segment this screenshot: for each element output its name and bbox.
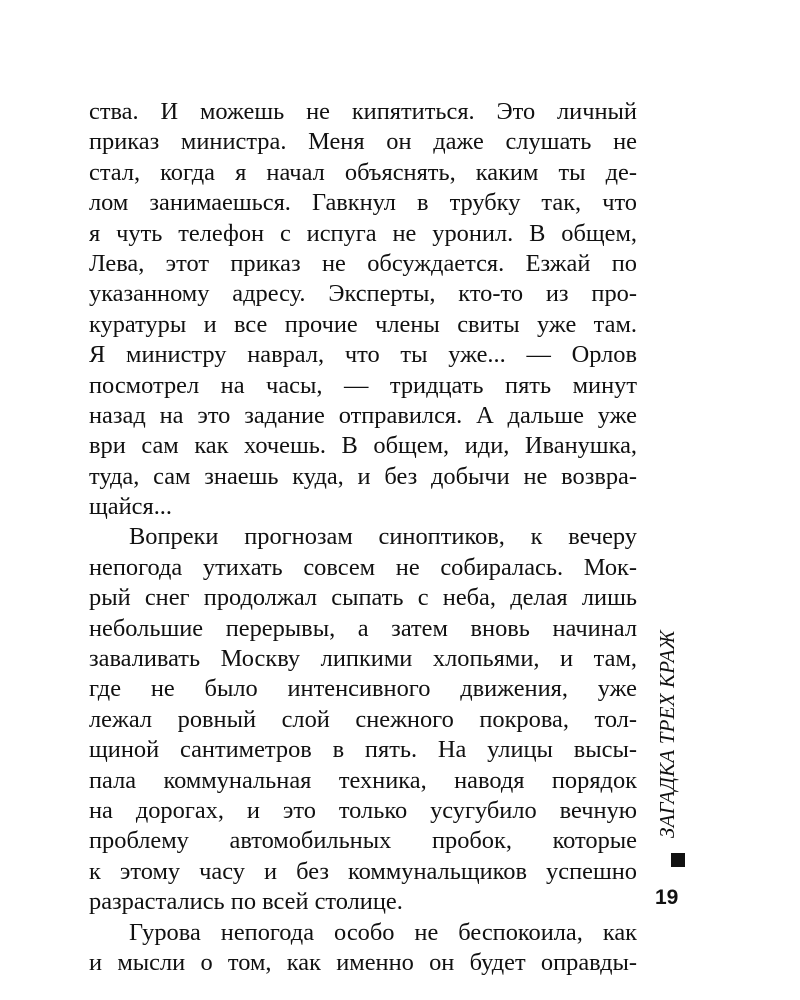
text-line: к этому часу и без коммунальщиков успешно: [89, 857, 637, 885]
text-line: на дорогах, и это только усугубило вечную: [89, 796, 637, 824]
text-line: я чуть телефон с испуга не уронил. В общем,: [89, 219, 637, 247]
text-line: Лева, этот приказ не обсуждается. Езжай по: [89, 249, 637, 277]
body-text: [89, 97, 637, 978]
text-line: куратуры и все прочие члены свиты уже там.: [89, 310, 637, 338]
text-line: туда, сам знаешь куда, и без добычи не возвра-: [89, 462, 637, 490]
text-line: Я министру наврал, что ты уже... — Орлов: [89, 341, 637, 369]
page-number: 19: [655, 886, 679, 909]
text-line: небольшие перерывы, а затем вновь начинал: [89, 614, 637, 642]
text-line: где не было интенсивного движения, уже: [89, 675, 637, 703]
section-marker: [671, 853, 685, 867]
text-line: назад на это задание отправился. А дальше уже: [89, 401, 637, 429]
text-line: Вопреки прогнозам синоптиков, к вечеру: [129, 523, 637, 551]
text-line: пала коммунальная техника, наводя порядок: [89, 766, 637, 794]
text-line: указанному адресу. Эксперты, кто-то из про-: [89, 280, 637, 308]
text-line: ства. И можешь не кипятиться. Это личный: [89, 98, 637, 125]
running-title: ЗАГАДКА ТРЕХ КРАЖ: [655, 630, 679, 838]
text-line: щайся...: [89, 493, 172, 521]
text-line: непогода утихать совсем не собиралась. Мок-: [89, 553, 637, 581]
text-line: проблему автомобильных пробок, которые: [89, 827, 637, 855]
text-line: посмотрел на часы, — тридцать пять минут: [89, 371, 637, 399]
text-line: и мысли о том, как именно он будет оправды-: [89, 948, 637, 976]
text-line: ври сам как хочешь. В общем, иди, Иванушка,: [89, 432, 637, 460]
text-line: заваливать Москву липкими хлопьями, и там,: [89, 645, 637, 673]
text-line: рый снег продолжал сыпать с неба, делая лишь: [89, 584, 637, 612]
text-line: лежал ровный слой снежного покрова, тол-: [89, 705, 637, 733]
text-line: стал, когда я начал объяснять, каким ты де-: [89, 158, 637, 186]
text-line: щиной сантиметров в пять. На улицы высы-: [89, 736, 637, 764]
text-line: лом занимаешься. Гавкнул в трубку так, что: [89, 189, 637, 217]
text-line: приказ министра. Меня он даже слушать не: [89, 128, 637, 156]
text-line: Гурова непогода особо не беспокоила, как: [129, 918, 637, 946]
text-line: разрастались по всей столице.: [89, 888, 403, 916]
